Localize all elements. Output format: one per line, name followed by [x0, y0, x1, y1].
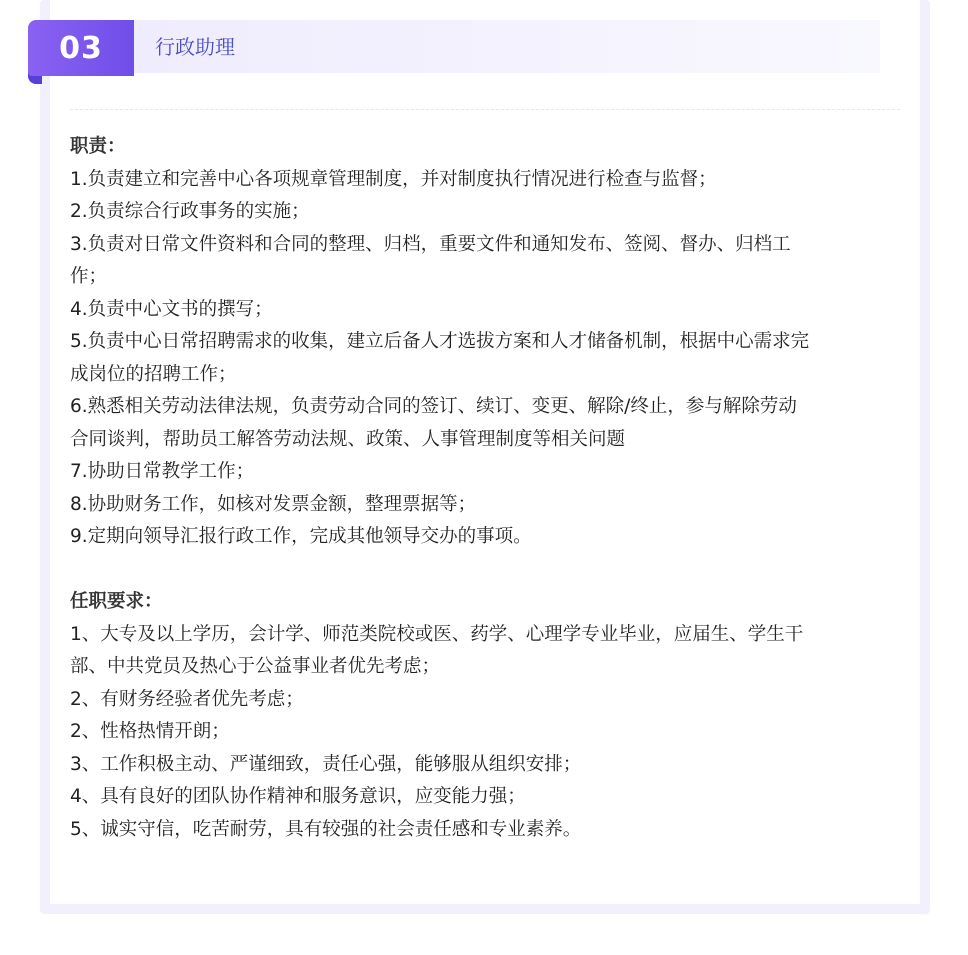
requirement-line: 2、性格热情开朗；: [70, 721, 230, 742]
section-header-bar: [134, 20, 880, 73]
requirements-heading: 任职要求：: [70, 591, 163, 612]
duty-line: 合同谈判，帮助员工解答劳动法规、政策、人事管理制度等相关问题: [70, 428, 626, 450]
duty-line: 作；: [70, 266, 108, 287]
duty-line: 9.定期向领导汇报行政工作，完成其他领导交办的事项。: [70, 526, 532, 547]
job-title: 行政助理: [155, 35, 235, 59]
duties-heading: 职责：: [70, 136, 126, 157]
duty-line: 1.负责建立和完善中心各项规章管理制度，并对制度执行情况进行检查与监督；: [70, 168, 717, 190]
requirement-line: 2、有财务经验者优先考虑；: [70, 688, 304, 710]
divider: [70, 109, 900, 110]
duty-line: 2.负责综合行政事务的实施；: [70, 201, 310, 222]
duty-line: 3.负责对日常文件资料和合同的整理、归档，重要文件和通知发布、签阅、督办、归档工: [70, 233, 791, 255]
job-description: [70, 131, 910, 846]
requirement-line: 3、工作积极主动、严谨细致，责任心强，能够服从组织安排；: [70, 753, 582, 775]
duty-line: 7.协助日常教学工作；: [70, 461, 255, 482]
duty-line: 6.熟悉相关劳动法律法规，负责劳动合同的签订、续订、变更、解除/终止，参与解除劳动: [70, 396, 797, 417]
duties-list: [70, 164, 910, 554]
section-number-badge: 03: [28, 20, 134, 76]
requirement-line: 5、诚实守信，吃苦耐劳，具有较强的社会责任感和专业素养。: [70, 818, 582, 840]
duty-line: 8.协助财务工作，如核对发票金额，整理票据等；: [70, 493, 477, 515]
duty-line: 4.负责中心文书的撰写；: [70, 298, 273, 320]
duty-line: 成岗位的招聘工作；: [70, 363, 237, 385]
duty-line: 5.负责中心日常招聘需求的收集，建立后备人才选拔方案和人才储备机制，根据中心需求完: [70, 331, 810, 352]
requirement-line: 部、中共党员及热心于公益事业者优先考虑；: [70, 656, 441, 677]
requirement-line: 4、具有良好的团队协作精神和服务意识，应变能力强；: [70, 786, 526, 807]
requirements-list: [70, 619, 910, 847]
section-spacer: [70, 554, 910, 587]
requirement-line: 1、大专及以上学历，会计学、师范类院校或医、药学、心理学专业毕业，应届生、学生干: [70, 623, 804, 645]
